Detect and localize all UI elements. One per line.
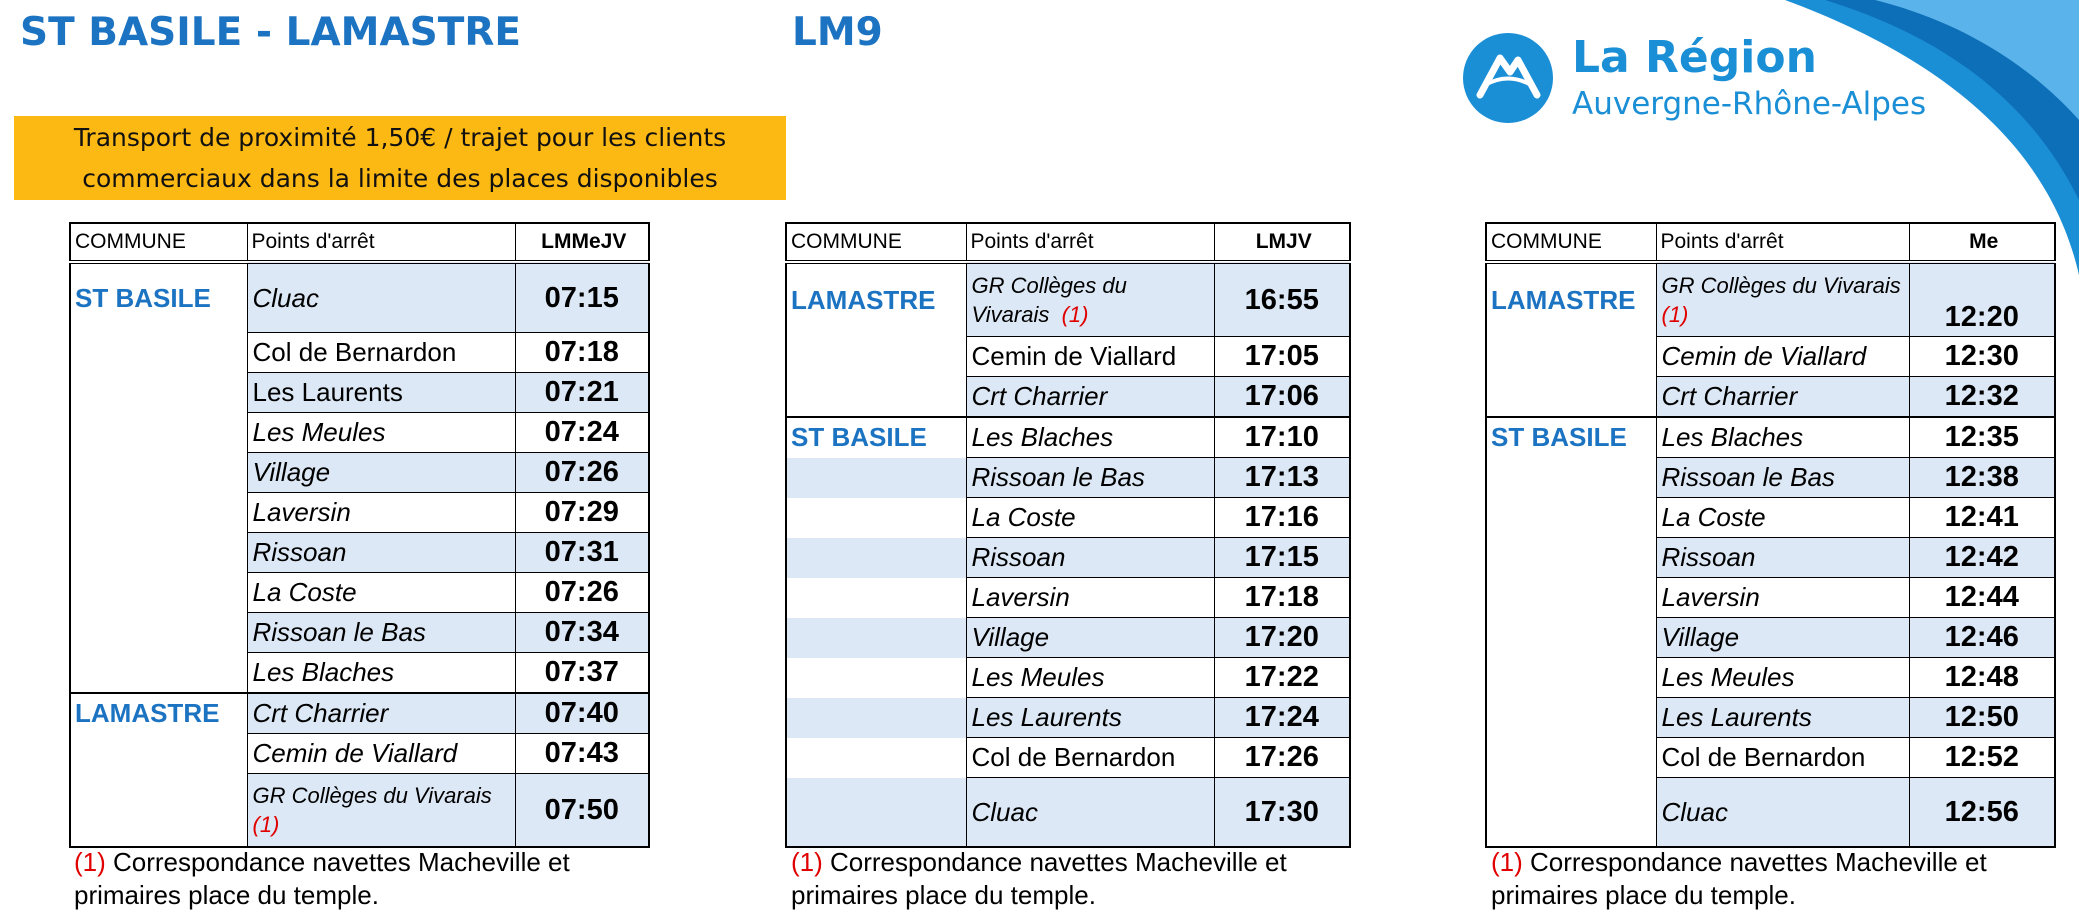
departure-time: 12:30	[1909, 337, 2055, 377]
timetable-lamastre-to-st-basile-me	[1485, 222, 2056, 848]
stop-name: Les Meules	[966, 658, 1214, 698]
departure-time: 12:50	[1909, 698, 2055, 738]
page-title: ST BASILE - LAMASTRE	[20, 10, 522, 55]
line-code: LM9	[792, 10, 883, 55]
region-logo-text	[1572, 30, 1926, 122]
commune-cell	[70, 333, 247, 373]
departure-time: 07:40	[515, 693, 649, 734]
table-row	[70, 333, 649, 373]
departure-time: 12:56	[1909, 778, 2055, 848]
departure-time: 12:42	[1909, 538, 2055, 578]
departure-time: 17:13	[1214, 458, 1350, 498]
stop-name: Cemin de Viallard	[1656, 337, 1909, 377]
table-row	[70, 653, 649, 694]
column-header-days: LMMeJV	[515, 223, 649, 262]
table-row	[1486, 658, 2055, 698]
logo-line-2: Auvergne-Rhône-Alpes	[1572, 86, 1927, 122]
departure-time: 17:20	[1214, 618, 1350, 658]
table-row	[1486, 578, 2055, 618]
departure-time: 07:37	[515, 653, 649, 694]
stop-name: Laversin	[966, 578, 1214, 618]
stop-label: GR Collèges du Vivarais	[971, 273, 1127, 327]
stop-name	[1656, 262, 1909, 337]
commune-cell: LAMASTRE	[1491, 284, 1636, 315]
banner-line-2: commerciaux dans la limite des places disponibles	[82, 164, 718, 193]
departure-time: 12:52	[1909, 738, 2055, 778]
commune-cell	[786, 698, 966, 738]
departure-time: 17:22	[1214, 658, 1350, 698]
timetable-st-basile-to-lamastre	[69, 222, 650, 848]
stop-label: GR Collèges du Vivarais	[1661, 273, 1901, 298]
commune-cell	[1486, 578, 1656, 618]
table-row	[786, 417, 1350, 458]
stop-name: Les Blaches	[966, 417, 1214, 458]
table-row	[786, 337, 1350, 377]
logo-line-1: La Région	[1572, 32, 1817, 83]
commune-cell	[786, 498, 966, 538]
stop-name: Rissoan	[966, 538, 1214, 578]
table-row	[1486, 738, 2055, 778]
timetable-lamastre-to-st-basile-lmjv	[785, 222, 1351, 848]
stop-name: Crt Charrier	[966, 377, 1214, 418]
stop-name: Rissoan	[247, 533, 515, 573]
stop-name: Les Laurents	[966, 698, 1214, 738]
commune-cell	[70, 413, 247, 453]
table-row	[786, 458, 1350, 498]
column-header-days: Me	[1909, 223, 2055, 262]
note-marker: (1)	[252, 812, 280, 837]
departure-time: 12:20	[1909, 262, 2055, 337]
departure-time: 12:44	[1909, 578, 2055, 618]
departure-time: 07:26	[515, 573, 649, 613]
table-row	[1486, 458, 2055, 498]
stop-name: Rissoan le Bas	[966, 458, 1214, 498]
commune-cell	[70, 774, 247, 848]
column-header-stops: Points d'arrêt	[966, 223, 1214, 262]
fare-banner	[14, 116, 786, 200]
commune-cell	[786, 778, 966, 848]
table-row	[786, 498, 1350, 538]
commune-cell	[70, 653, 247, 694]
departure-time: 07:21	[515, 373, 649, 413]
commune-cell	[786, 458, 966, 498]
footnote-mark: (1)	[1491, 847, 1523, 877]
departure-time: 17:26	[1214, 738, 1350, 778]
stop-name: Cemin de Viallard	[247, 734, 515, 774]
table-row	[786, 698, 1350, 738]
departure-time: 17:06	[1214, 377, 1350, 418]
header-row	[786, 223, 1350, 262]
table-row	[786, 778, 1350, 848]
departure-time: 17:10	[1214, 417, 1350, 458]
departure-time: 17:24	[1214, 698, 1350, 738]
stop-name: Les Meules	[1656, 658, 1909, 698]
stop-name: Village	[1656, 618, 1909, 658]
table-row	[1486, 417, 2055, 458]
stop-name: Cluac	[1656, 778, 1909, 848]
commune-cell	[70, 613, 247, 653]
table-row	[70, 413, 649, 453]
stop-name: Village	[966, 618, 1214, 658]
table-row	[70, 493, 649, 533]
departure-time: 12:48	[1909, 658, 2055, 698]
departure-time: 07:43	[515, 734, 649, 774]
commune-cell	[1486, 658, 1656, 698]
footnote	[791, 846, 1351, 912]
table-row	[786, 262, 1350, 337]
stop-label: GR Collèges du Vivarais	[252, 783, 492, 808]
departure-time: 12:46	[1909, 618, 2055, 658]
commune-cell	[70, 453, 247, 493]
table-row	[1486, 377, 2055, 418]
commune-cell: ST BASILE	[786, 417, 966, 458]
commune-cell	[786, 738, 966, 778]
table-row	[786, 658, 1350, 698]
table-row	[786, 738, 1350, 778]
stop-name: Laversin	[1656, 578, 1909, 618]
note-marker: (1)	[1661, 302, 1689, 327]
departure-time: 12:38	[1909, 458, 2055, 498]
commune-cell	[786, 618, 966, 658]
header-row	[1486, 223, 2055, 262]
departure-time: 12:41	[1909, 498, 2055, 538]
departure-time: 17:15	[1214, 538, 1350, 578]
table-row	[70, 373, 649, 413]
commune-cell	[1486, 738, 1656, 778]
stop-name: Col de Bernardon	[966, 738, 1214, 778]
header-row	[70, 223, 649, 262]
commune-cell	[786, 377, 966, 418]
commune-cell	[1486, 698, 1656, 738]
stop-name: Rissoan le Bas	[247, 613, 515, 653]
departure-time: 17:05	[1214, 337, 1350, 377]
table-row	[70, 613, 649, 653]
table-row	[70, 693, 649, 734]
table-row	[70, 774, 649, 848]
departure-time: 07:29	[515, 493, 649, 533]
table-row	[1486, 262, 2055, 337]
stop-name: La Coste	[247, 573, 515, 613]
departure-time: 17:16	[1214, 498, 1350, 538]
commune-cell	[1486, 618, 1656, 658]
departure-time: 07:26	[515, 453, 649, 493]
footnote-text: Correspondance navettes Macheville et primaires place du temple.	[74, 847, 570, 910]
column-header-stops: Points d'arrêt	[1656, 223, 1909, 262]
table-row	[1486, 337, 2055, 377]
stop-name: Cluac	[247, 262, 515, 333]
departure-time: 07:18	[515, 333, 649, 373]
footnote-text: Correspondance navettes Macheville et primaires place du temple.	[1491, 847, 1987, 910]
departure-time: 07:31	[515, 533, 649, 573]
stop-name	[966, 262, 1214, 337]
commune-cell	[70, 373, 247, 413]
departure-time: 17:30	[1214, 778, 1350, 848]
departure-time: 07:50	[515, 774, 649, 848]
commune-cell	[70, 573, 247, 613]
departure-time: 12:35	[1909, 417, 2055, 458]
stop-name: Cemin de Viallard	[966, 337, 1214, 377]
stop-name: Les Laurents	[1656, 698, 1909, 738]
stop-name: Crt Charrier	[247, 693, 515, 734]
table-row	[1486, 778, 2055, 848]
commune-cell	[1486, 377, 1656, 418]
departure-time: 12:32	[1909, 377, 2055, 418]
stop-name	[247, 774, 515, 848]
commune-cell	[1486, 458, 1656, 498]
commune-cell	[1486, 498, 1656, 538]
commune-cell: ST BASILE	[75, 282, 211, 313]
table-row	[1486, 498, 2055, 538]
departure-time: 07:15	[515, 262, 649, 333]
stop-name: Les Meules	[247, 413, 515, 453]
column-header-stops: Points d'arrêt	[247, 223, 515, 262]
commune-cell	[786, 578, 966, 618]
note-marker: (1)	[1061, 302, 1089, 327]
table-row	[786, 538, 1350, 578]
column-header-commune: COMMUNE	[786, 223, 966, 262]
stop-name: La Coste	[1656, 498, 1909, 538]
departure-time: 16:55	[1214, 262, 1350, 337]
departure-time: 17:18	[1214, 578, 1350, 618]
commune-cell	[786, 658, 966, 698]
table-row	[70, 453, 649, 493]
column-header-days: LMJV	[1214, 223, 1350, 262]
stop-name: Cluac	[966, 778, 1214, 848]
table-row	[786, 578, 1350, 618]
table-row	[70, 533, 649, 573]
footnote-mark: (1)	[791, 847, 823, 877]
region-logo-icon	[1463, 33, 1553, 123]
banner-line-1: Transport de proximité 1,50€ / trajet pour les clients	[73, 123, 727, 152]
commune-cell	[1486, 337, 1656, 377]
table-row	[786, 618, 1350, 658]
commune-cell: LAMASTRE	[70, 693, 247, 734]
stop-name: Rissoan le Bas	[1656, 458, 1909, 498]
commune-cell	[786, 337, 966, 377]
stop-name: La Coste	[966, 498, 1214, 538]
table-row	[70, 573, 649, 613]
table-row	[786, 377, 1350, 418]
stop-name: Laversin	[247, 493, 515, 533]
footnote-mark: (1)	[74, 847, 106, 877]
commune-cell	[70, 533, 247, 573]
stop-name: Les Blaches	[247, 653, 515, 694]
table-row	[1486, 698, 2055, 738]
commune-cell	[1486, 538, 1656, 578]
column-header-commune: COMMUNE	[1486, 223, 1656, 262]
stop-name: Village	[247, 453, 515, 493]
departure-time: 07:34	[515, 613, 649, 653]
commune-cell	[70, 493, 247, 533]
commune-cell	[70, 734, 247, 774]
commune-cell: LAMASTRE	[791, 284, 936, 315]
table-row	[1486, 538, 2055, 578]
stop-name: Rissoan	[1656, 538, 1909, 578]
departure-time: 07:24	[515, 413, 649, 453]
commune-cell: ST BASILE	[1486, 417, 1656, 458]
footnote	[1491, 846, 2051, 912]
column-header-commune: COMMUNE	[70, 223, 247, 262]
stop-name: Col de Bernardon	[1656, 738, 1909, 778]
commune-cell	[786, 538, 966, 578]
stop-name: Les Blaches	[1656, 417, 1909, 458]
stop-name: Col de Bernardon	[247, 333, 515, 373]
footnote	[74, 846, 634, 912]
table-row	[70, 262, 649, 333]
stop-name: Les Laurents	[247, 373, 515, 413]
footnote-text: Correspondance navettes Macheville et primaires place du temple.	[791, 847, 1287, 910]
commune-cell	[1486, 778, 1656, 848]
table-row	[1486, 618, 2055, 658]
table-row	[70, 734, 649, 774]
stop-name: Crt Charrier	[1656, 377, 1909, 418]
